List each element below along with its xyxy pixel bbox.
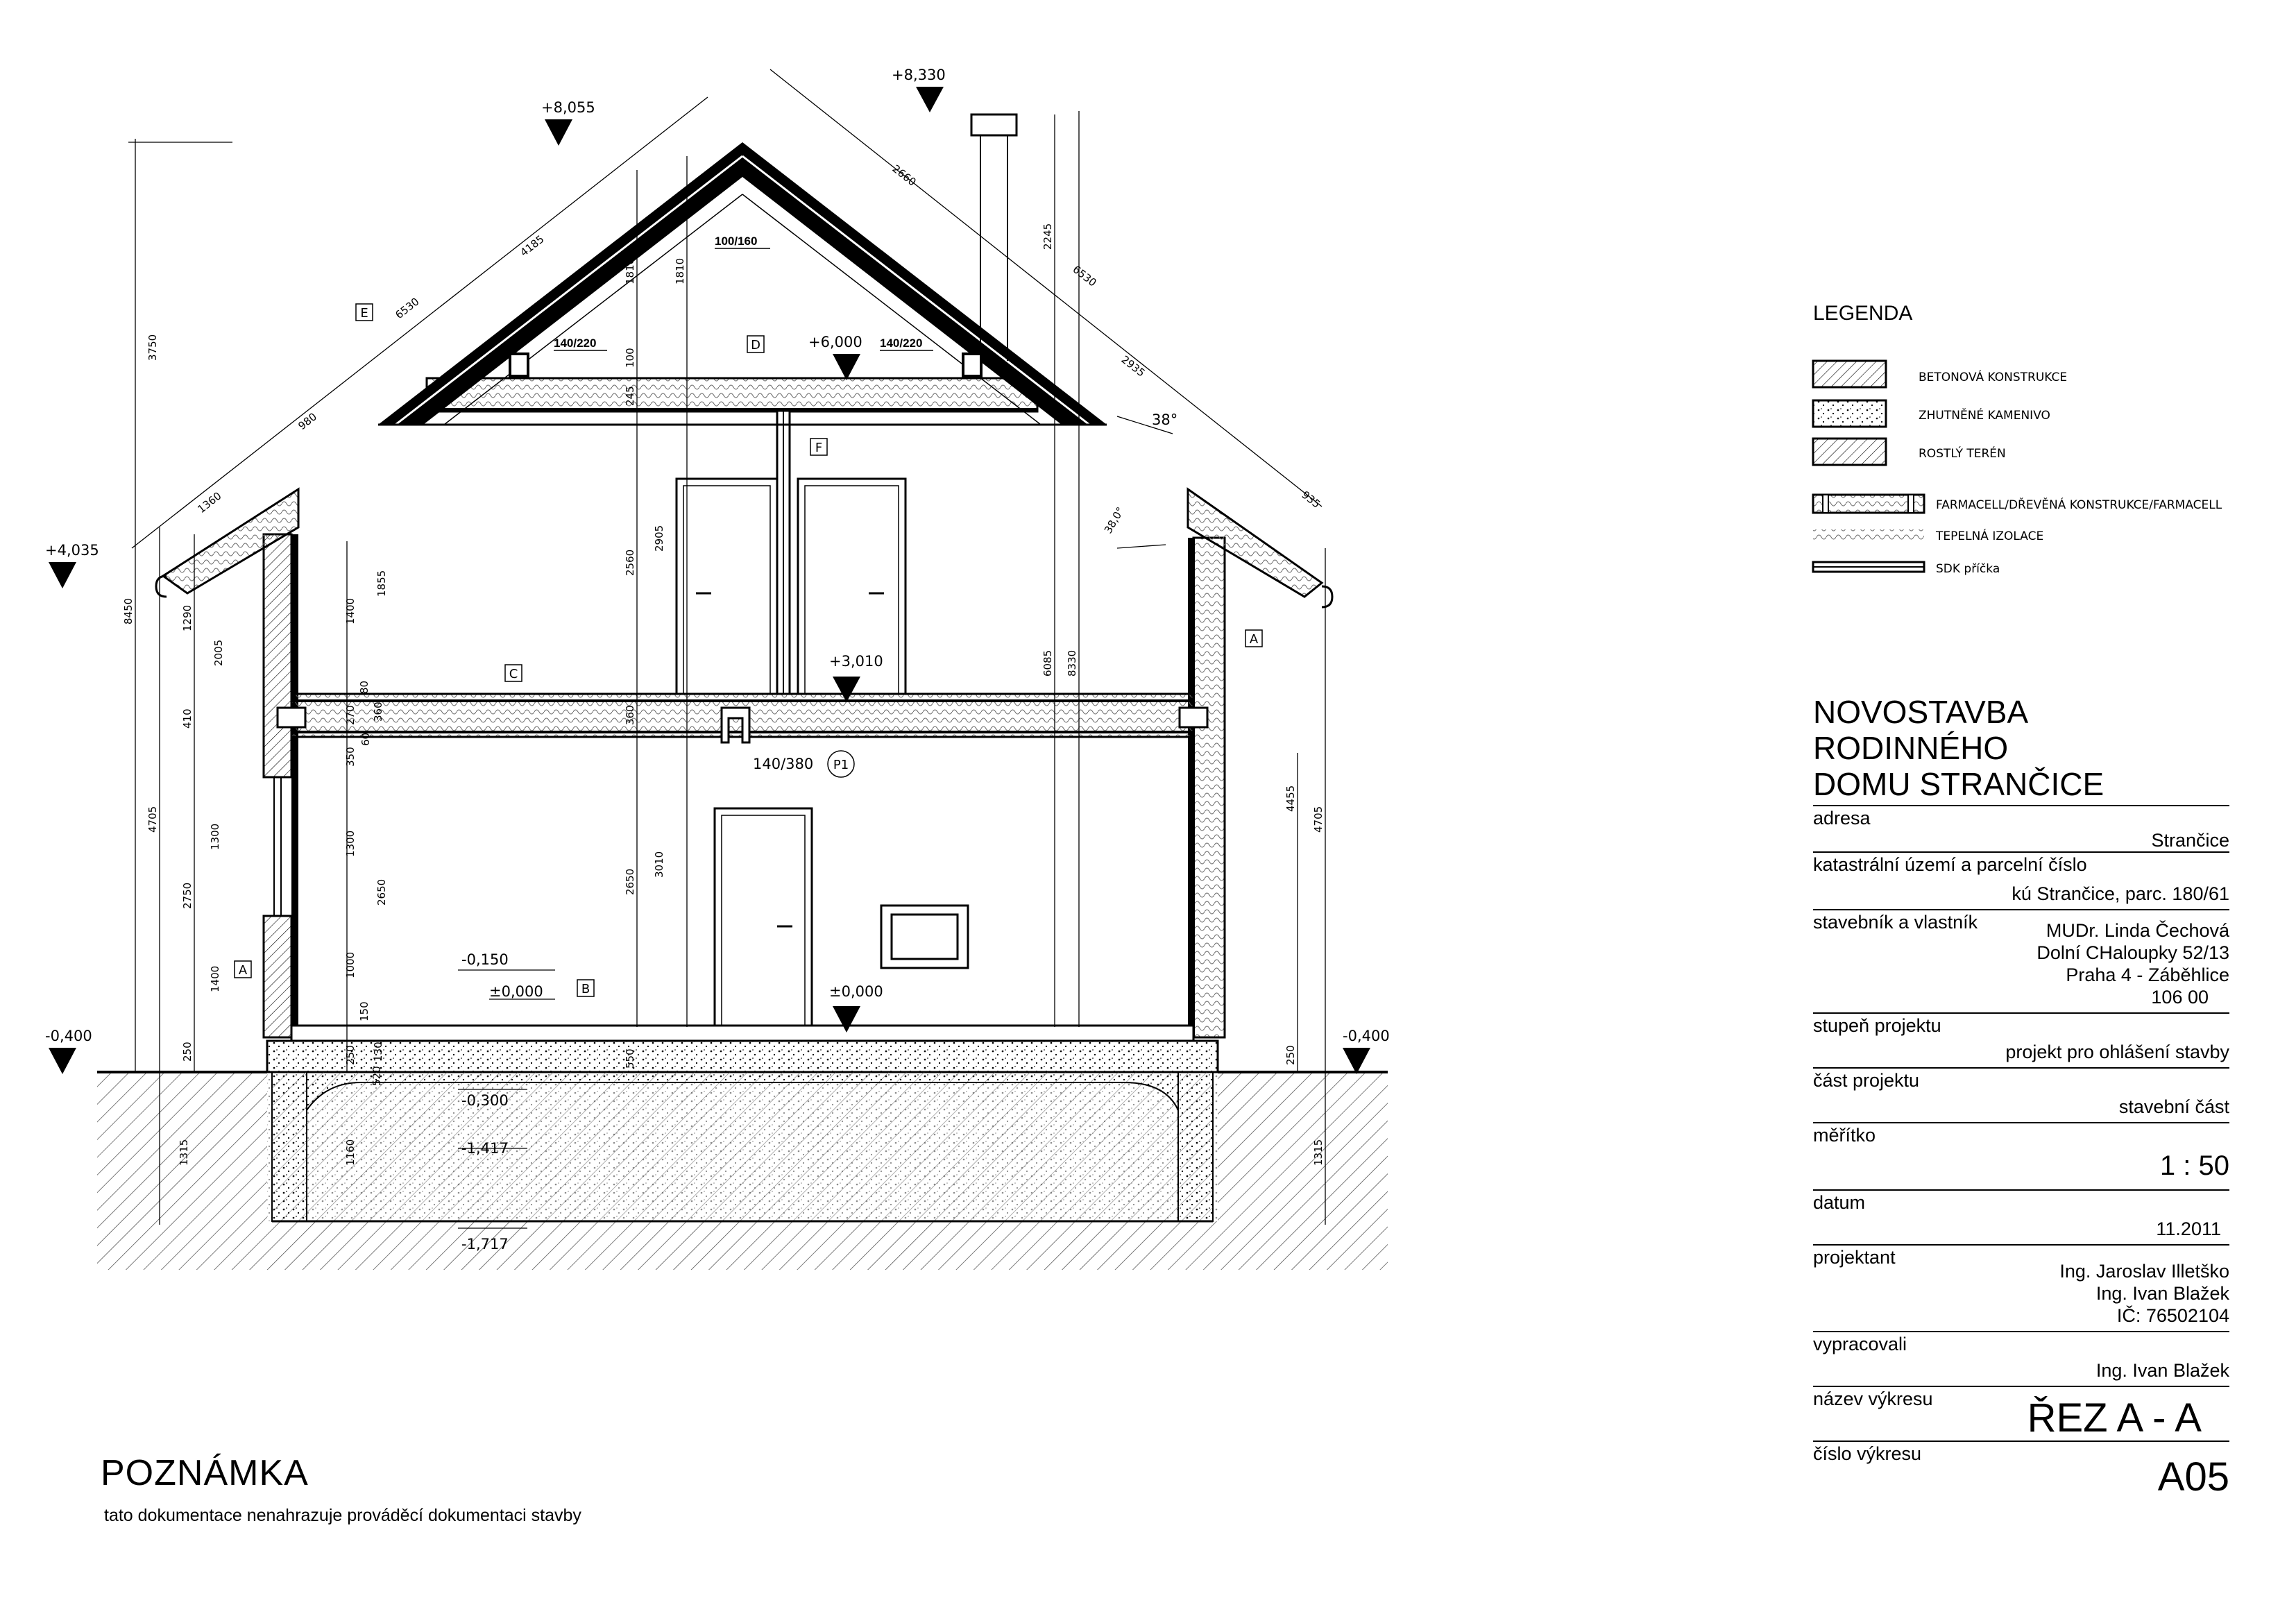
- scale-value: 1 : 50: [2159, 1150, 2229, 1181]
- beam-floor: 140/380: [753, 756, 814, 772]
- stage-label: stupeň projektu: [1813, 1015, 1941, 1036]
- designer-line-2: Ing. Ivan Blažek: [2095, 1283, 2229, 1304]
- dim-right-6085: 6085: [1041, 649, 1054, 677]
- level-minus-300: -0,300: [461, 1092, 509, 1109]
- dim-inner-2650: 2650: [375, 878, 388, 906]
- tb-owner: [1813, 909, 2229, 1008]
- dim-roof-935: 935: [1299, 488, 1323, 511]
- dim-inner-80: 80: [358, 680, 371, 694]
- dim-right-2245: 2245: [1041, 223, 1054, 250]
- dim-mid-550: 550: [624, 1048, 636, 1069]
- dim-inner-360: 360: [372, 702, 384, 722]
- dim-left-mid-1400: 1400: [209, 965, 221, 992]
- beam-left: 140/220: [554, 337, 597, 350]
- dim-mid-100: 100: [624, 348, 636, 368]
- level-minus-1417: -1,417: [461, 1140, 509, 1157]
- dim-right-4705: 4705: [1312, 806, 1325, 833]
- tag-d: D: [751, 338, 760, 352]
- dim-left-mid-1290: 1290: [181, 604, 194, 631]
- tb-designer: [1813, 1244, 2229, 1327]
- tb-scale: [1813, 1122, 2229, 1185]
- dim-mid-360: 360: [624, 705, 636, 725]
- designer-line-3: IČ: 76502104: [2116, 1305, 2229, 1326]
- dim-inner-1400: 1400: [344, 597, 357, 624]
- legend-item-soil: ROSTLÝ TERÉN: [1919, 447, 2006, 461]
- scale-label: měřítko: [1813, 1125, 1876, 1146]
- level-minus-150: -0,150: [461, 951, 509, 968]
- tag-p1: P1: [833, 758, 849, 772]
- tb-date: [1813, 1189, 2229, 1240]
- designer-label: projektant: [1813, 1247, 1896, 1268]
- dim-inner-1160: 1160: [344, 1139, 357, 1166]
- owner-line-1: MUDr. Linda Čechová: [2046, 920, 2229, 941]
- exterior-wall-left: [264, 534, 298, 1037]
- dim-inner-350: 350: [344, 747, 357, 767]
- dim-inner-130: 130: [372, 1042, 384, 1062]
- dim-mid-1810-b: 1810: [674, 257, 686, 284]
- dim-roof-4185: 4185: [518, 232, 547, 260]
- dim-inner-270: 270: [344, 705, 357, 725]
- dim-left-mid-410: 410: [181, 708, 194, 729]
- stage-value: projekt pro ohlášení stavby: [2005, 1042, 2229, 1062]
- level-minus-1717: -1,717: [461, 1236, 509, 1252]
- angle-eave: 38,0°: [1101, 504, 1127, 536]
- tb-prepared: [1813, 1331, 2229, 1382]
- level-ridge: +8,330: [892, 67, 946, 83]
- dim-left-outer-1315: 1315: [178, 1139, 190, 1166]
- dim-left-outer-3750: 3750: [146, 334, 159, 361]
- legend-item-concrete: BETONOVÁ KONSTRUKCE: [1919, 371, 2068, 384]
- address-value: Strančice: [2151, 830, 2229, 851]
- dim-mid-245: 245: [624, 386, 636, 406]
- dim-right-4455: 4455: [1284, 785, 1297, 812]
- dim-roof-1360: 1360: [195, 489, 224, 516]
- note-text: tato dokumentace nenahrazuje prováděcí dokumentaci stavby: [104, 1506, 581, 1525]
- legend-item-farmacell: FARMACELL/DŘEVĚNÁ KONSTRUKCE/FARMACELL: [1936, 498, 2222, 512]
- project-title: [1813, 694, 2229, 802]
- dim-inner-60: 60: [359, 732, 372, 746]
- exterior-wall-right: [1188, 538, 1225, 1037]
- level-floor2: +3,010: [829, 653, 883, 670]
- beam-ridge: 100/160: [715, 235, 758, 248]
- level-attic: +6,000: [808, 334, 862, 350]
- date-value: 11.2011: [2156, 1218, 2221, 1239]
- level-grade-left: -0,400: [45, 1028, 92, 1044]
- dim-mid-1810-a: 1810: [624, 257, 636, 284]
- upper-partition: [777, 411, 790, 694]
- tb-part: [1813, 1067, 2229, 1118]
- dim-left-mid-2005: 2005: [212, 639, 225, 666]
- dim-right-1315: 1315: [1312, 1139, 1325, 1166]
- dim-mid-3010: 3010: [653, 851, 665, 878]
- dim-inner-1000: 1000: [344, 951, 357, 978]
- dim-roof-980: 980: [296, 410, 320, 433]
- dim-roof-6530-right: 6530: [1070, 262, 1099, 289]
- tag-f: F: [815, 441, 823, 455]
- dim-mid-2650: 2650: [624, 868, 636, 895]
- dim-mid-2905: 2905: [653, 525, 665, 552]
- dim-left-outer-4705: 4705: [146, 806, 159, 833]
- dim-inner-520: 520: [371, 1066, 383, 1086]
- level-grade-right: -0,400: [1343, 1028, 1390, 1044]
- address-label: adresa: [1813, 808, 1871, 829]
- legend-title: LEGENDA: [1813, 302, 1913, 325]
- dim-mid-2560: 2560: [624, 549, 636, 576]
- part-label: část projektu: [1813, 1070, 1920, 1091]
- drawing-name-value: ŘEZ A - A: [2027, 1395, 2202, 1441]
- dim-roof-2935: 2935: [1119, 352, 1148, 380]
- attic-slab: [427, 378, 1037, 411]
- dim-left-mid-250: 250: [181, 1042, 194, 1062]
- first-floor-slab: [278, 694, 1207, 742]
- legend-item-gravel: ZHUTNĚNÉ KAMENIVO: [1919, 409, 2050, 423]
- tag-e: E: [360, 306, 368, 321]
- dim-left-mid-2750: 2750: [181, 882, 194, 909]
- beam-right: 140/220: [880, 337, 923, 350]
- title-block: [1813, 694, 2229, 1497]
- dim-roof-6530-left: 6530: [393, 295, 422, 322]
- level-roof-left: +8,055: [541, 99, 595, 116]
- dim-inner-1300: 1300: [344, 830, 357, 857]
- tag-b: B: [581, 982, 590, 996]
- dim-left-mid-1300: 1300: [209, 823, 221, 850]
- owner-line-3: Praha 4 - Záběhlice: [2066, 965, 2229, 985]
- drawing-number-value: A05: [2157, 1454, 2229, 1499]
- cadastral-value: kú Strančice, parc. 180/61: [2012, 883, 2229, 904]
- level-floor1-inner: ±0,000: [489, 983, 543, 1000]
- project-title-line1: NOVOSTAVBA RODINNÉHO: [1813, 694, 2027, 766]
- legend-item-insulation: TEPELNÁ IZOLACE: [1936, 529, 2044, 543]
- dim-right-8330: 8330: [1066, 649, 1078, 677]
- prepared-label: vypracovali: [1813, 1334, 1907, 1354]
- ground-floor-slab: [291, 1026, 1193, 1041]
- doors: [677, 479, 968, 1026]
- level-markers: [49, 87, 1370, 1074]
- drawing-name-label: název výkresu: [1813, 1388, 1933, 1409]
- tb-drawing-number: [1813, 1441, 2229, 1497]
- prepared-value: Ing. Ivan Blažek: [2095, 1360, 2229, 1381]
- tag-a-right: A: [1249, 632, 1259, 647]
- beam-labels: [554, 235, 933, 772]
- legend: [1813, 361, 2222, 576]
- legend-item-sdk: SDK příčka: [1936, 562, 2000, 576]
- owner-label: stavebník a vlastník: [1813, 912, 1978, 933]
- level-eaves: +4,035: [45, 542, 99, 559]
- angle-roof: 38°: [1152, 411, 1178, 428]
- chimney: [971, 114, 1017, 361]
- designer-line-1: Ing. Jaroslav Illetško: [2059, 1261, 2229, 1282]
- dim-roof-2660: 2660: [890, 162, 919, 189]
- tb-stage: [1813, 1012, 2229, 1063]
- tag-c: C: [509, 667, 518, 681]
- project-title-line2: DOMU STRANČICE: [1813, 766, 2104, 802]
- dim-left-outer-8450: 8450: [122, 597, 135, 624]
- part-value: stavební část: [2118, 1096, 2229, 1117]
- tb-drawing-name: [1813, 1386, 2229, 1441]
- angle-labels: [1102, 411, 1177, 536]
- drawing-number-label: číslo výkresu: [1813, 1443, 1922, 1464]
- owner-line-2: Dolní CHaloupky 52/13: [2036, 942, 2229, 963]
- owner-line-4: 106 00: [2151, 987, 2209, 1008]
- dimension-values: [122, 162, 1325, 1166]
- note-title: POZNÁMKA: [101, 1453, 309, 1493]
- cadastral-label: katastrální území a parcelní číslo: [1813, 854, 2087, 875]
- dim-inner-150: 150: [358, 1001, 371, 1021]
- dim-inner-1855: 1855: [375, 570, 388, 597]
- dim-right-250: 250: [1284, 1045, 1297, 1065]
- tb-address: [1813, 805, 2229, 851]
- date-label: datum: [1813, 1192, 1866, 1213]
- tag-a-left: A: [238, 963, 248, 978]
- level-floor1: ±0,000: [829, 983, 883, 1000]
- tb-cadastral: [1813, 851, 2229, 905]
- dim-inner-250: 250: [344, 1045, 357, 1065]
- foundation: [267, 1041, 1218, 1221]
